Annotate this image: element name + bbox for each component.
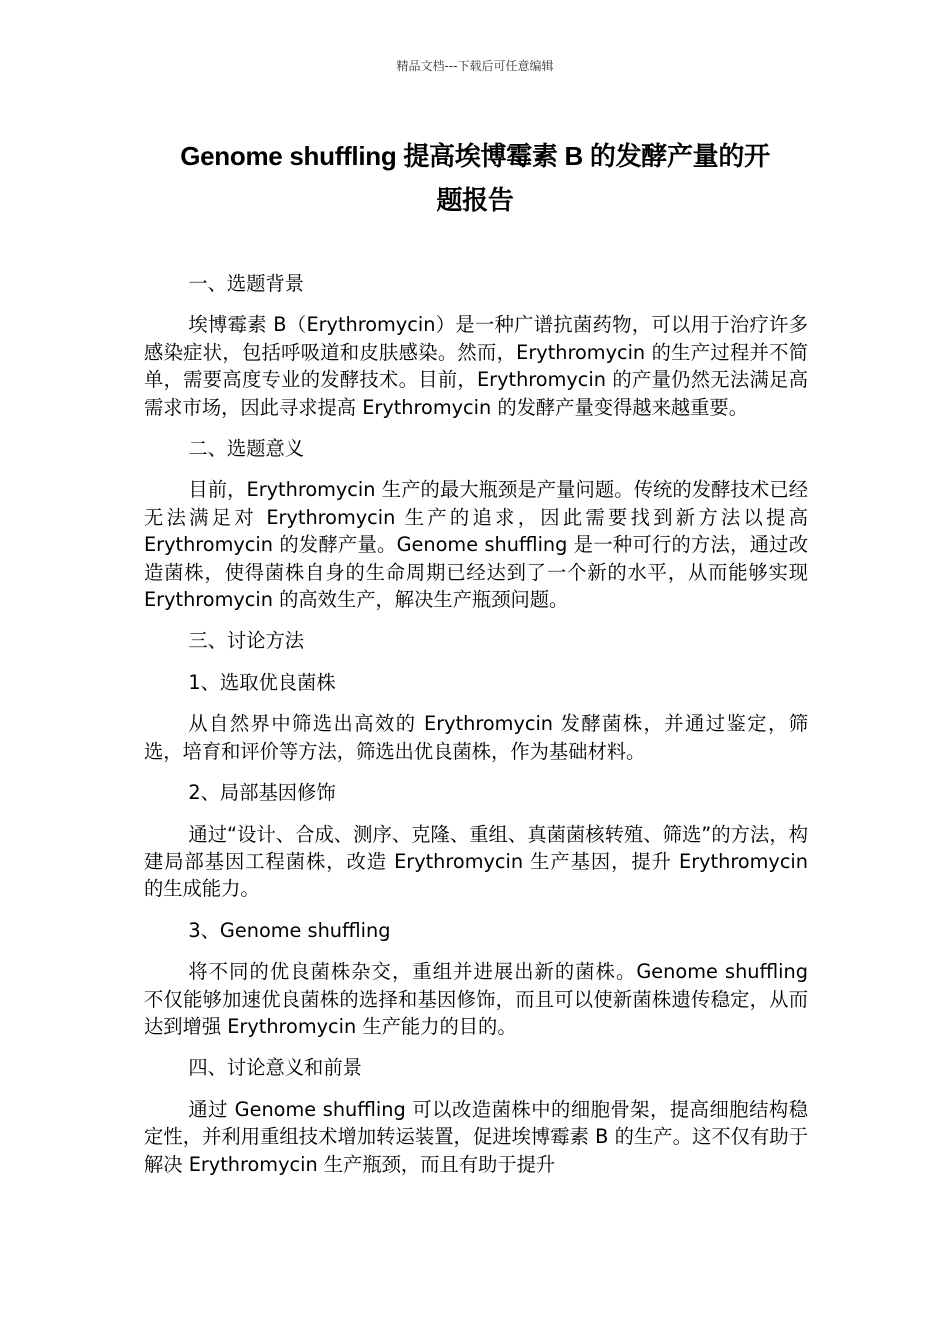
subsection-heading-genome-shuffling: 3、Genome shuffling <box>188 918 391 942</box>
paragraph-gene-modification: 通过“设计、合成、测序、克隆、重组、真菌菌核转殖、筛选”的方法，构建局部基因工程菌株，改造 Erythromycin 生产基因，提升 Erythromycin 的生成能力。 <box>144 822 808 901</box>
page-header: 精品文档---下载后可任意编辑 <box>396 59 554 73</box>
section-heading-significance: 二、选题意义 <box>188 437 305 461</box>
subsection-heading-gene-modification: 2、局部基因修饰 <box>188 781 336 805</box>
paragraph-background: 埃博霉素 B（Erythromycin）是一种广谱抗菌药物，可以用于治疗许多感染症状，包括呼吸道和皮肤感染。然而，Erythromycin 的生产过程并不简单，需要高度专业的发酵技术。目前，Erythromycin 的产量仍然无法满足高需求市场，因此寻求提高 Erythromycin 的发酵产量变得越来越重要。 <box>144 313 808 419</box>
paragraph-genome-shuffling: 将不同的优良菌株杂交，重组并进展出新的菌株。Genome shuffling 不仅能够加速优良菌株的选择和基因修饰，而且可以使新菌株遗传稳定，从而达到增强 Erythromycin 生产能力的目的。 <box>144 960 808 1038</box>
paragraph-significance: 目前，Erythromycin 生产的最大瓶颈是产量问题。传统的发酵技术已经无法满足对 Erythromycin 生产的追求，因此需要找到新方法以提高 Erythromycin 的发酵产量。Genome shuffling 是一种可行的方法，通过改造菌株，使得菌株自身的生命周期已经达到了一个新的水平，从而能够实现 Erythromycin 的高效生产，解决生产瓶颈问题。 <box>144 478 808 612</box>
section-heading-background: 一、选题背景 <box>188 272 305 295</box>
document-title <box>140 134 810 222</box>
paragraph-prospects: 通过 Genome shuffling 可以改造菌株中的细胞骨架，提高细胞结构稳定性，并利用重组技术增加转运装置，促进埃博霉素 B 的生产。这不仅有助于解决 Erythromycin 生产瓶颈，而且有助于提升 <box>144 1097 808 1176</box>
section-heading-prospects: 四、讨论意义和前景 <box>188 1056 362 1080</box>
section-heading-methods: 三、讨论方法 <box>188 629 305 653</box>
document-body <box>144 270 808 1178</box>
document-title-line-1: Genome shuffling 提高埃博霉素 B 的发酵产量的开 <box>180 141 770 171</box>
subsection-heading-select-strains: 1、选取优良菌株 <box>188 670 336 694</box>
document-title-line-2: 题报告 <box>436 185 514 215</box>
paragraph-select-strains: 从自然界中筛选出高效的 Erythromycin 发酵菌株，并通过鉴定，筛选，培育和评价等方法，筛选出优良菌株，作为基础材料。 <box>144 712 808 763</box>
